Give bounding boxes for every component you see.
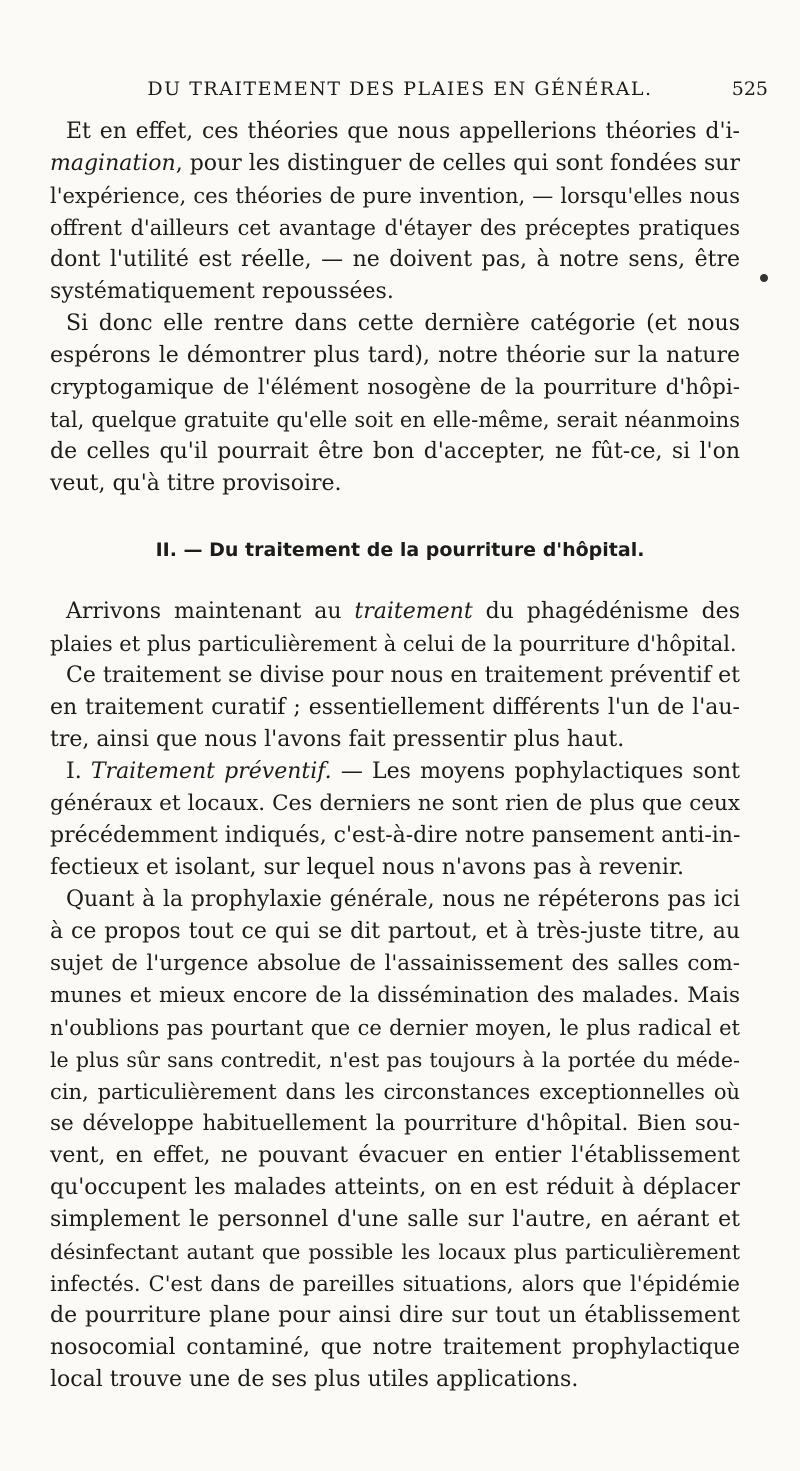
text-line: l'expérience, ces théories de pure invention, — lorsqu'elles nous bbox=[50, 184, 740, 208]
running-title: DU TRAITEMENT DES PLAIES EN GÉNÉRAL. bbox=[147, 78, 653, 100]
text-line: tre, ainsi que nous l'avons fait pressentir plus haut. bbox=[50, 727, 625, 752]
text-line: à ce propos tout ce qui se dit partout, et à très-juste titre, au bbox=[50, 919, 740, 944]
text-line: tal, quelque gratuite qu'elle soit en elle-même, serait néanmoins bbox=[50, 408, 740, 432]
section-heading: II. — Du traitement de la pourriture d'hôpital. bbox=[155, 539, 645, 561]
text-line: précédemment indiqués, c'est-à-dire notre pansement anti-in- bbox=[50, 823, 741, 848]
text-line: local trouve une de ses plus utiles applications. bbox=[50, 1367, 579, 1392]
text-line: munes et mieux encore de la dissémination des malades. Mais bbox=[50, 983, 740, 1008]
text-line: fectieux et isolant, sur lequel nous n'avons pas à revenir. bbox=[50, 855, 685, 880]
text-line: cryptogamique de l'élément nosogène de la pourriture d'hôpi- bbox=[50, 375, 740, 400]
text-line: sujet de l'urgence absolue de l'assainissement des salles com- bbox=[50, 951, 740, 976]
page-number: 525 bbox=[731, 78, 768, 100]
text-line: plaies et plus particulièrement à celui de la pourriture d'hôpital. bbox=[50, 632, 737, 656]
running-head bbox=[0, 74, 800, 106]
text-line: simplement le personnel d'une salle sur l'autre, en aérant et bbox=[50, 1207, 740, 1232]
text-line: systématiquement repoussées. bbox=[50, 279, 394, 304]
text-line: veut, qu'à titre provisoire. bbox=[50, 471, 342, 496]
text-line: se développe habituellement la pourriture d'hôpital. Bien sou- bbox=[50, 1111, 740, 1136]
text-line: magination, pour les distinguer de celles qui sont fondées sur bbox=[50, 151, 740, 176]
text-line: le plus sûr sans contredit, n'est pas toujours à la portée du méde- bbox=[50, 1048, 740, 1072]
text-line: nosocomial contaminé, que notre traitement prophylactique bbox=[50, 1335, 740, 1360]
margin-dot bbox=[760, 274, 768, 282]
text-line: Et en effet, ces théories que nous appellerions théories d'i- bbox=[66, 119, 740, 144]
text-line: vent, en effet, ne pouvant évacuer en entier l'établissement bbox=[50, 1143, 740, 1168]
text-line: désinfectant autant que possible les locaux plus particulièrement bbox=[50, 1240, 740, 1264]
text-line: de celles qu'il pourrait être bon d'accepter, ne fût-ce, si l'on bbox=[50, 439, 740, 464]
text-line: de pourriture plane pour ainsi dire sur tout un établissement bbox=[50, 1303, 740, 1328]
text-line: I. Traitement préventif. — Les moyens pophylactiques sont bbox=[66, 759, 740, 784]
text-line: offrent d'ailleurs cet avantage d'étayer des préceptes pratiques bbox=[50, 216, 740, 240]
text-line: Si donc elle rentre dans cette dernière catégorie (et nous bbox=[66, 311, 740, 336]
text-line: espérons le démontrer plus tard), notre théorie sur la nature bbox=[50, 343, 740, 368]
text-line: en traitement curatif ; essentiellement différents l'un de l'au- bbox=[50, 695, 740, 720]
text-line: généraux et locaux. Ces derniers ne sont rien de plus que ceux bbox=[50, 791, 740, 816]
text-line: dont l'utilité est réelle, — ne doivent pas, à notre sens, être bbox=[50, 247, 740, 272]
text-line: qu'occupent les malades atteints, on en est réduit à déplacer bbox=[50, 1175, 740, 1200]
text-line: cin, particulièrement dans les circonstances exceptionnelles où bbox=[50, 1080, 740, 1104]
text-line: Quant à la prophylaxie générale, nous ne répéterons pas ici bbox=[66, 887, 740, 912]
text-line: n'oublions pas pourtant que ce dernier moyen, le plus radical et bbox=[50, 1016, 740, 1040]
text-line: Ce traitement se divise pour nous en traitement préventif et bbox=[66, 663, 740, 688]
text-line: Arrivons maintenant au traitement du phagédénisme des bbox=[66, 599, 740, 624]
text-line: infectés. C'est dans de pareilles situations, alors que l'épidémie bbox=[50, 1272, 740, 1296]
